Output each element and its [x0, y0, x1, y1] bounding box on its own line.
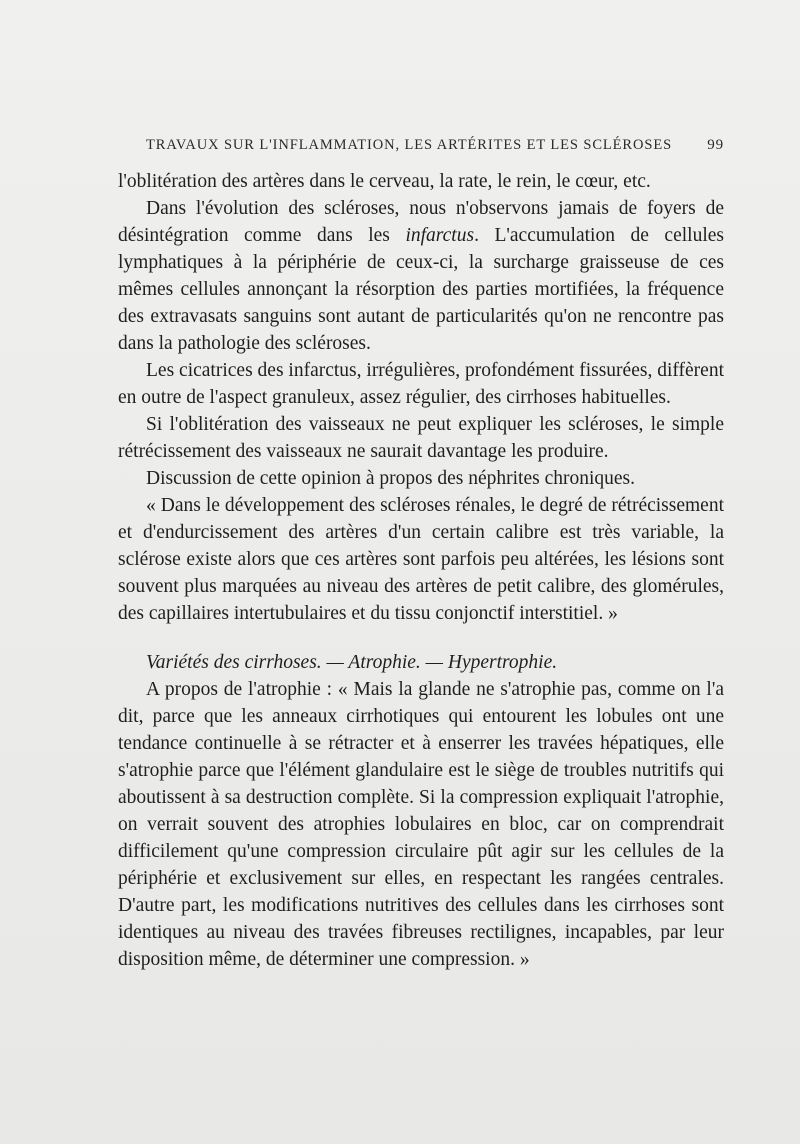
running-header	[146, 137, 724, 154]
paragraph-retrecissement: Si l'oblitération des vaisseaux ne peut expliquer les scléroses, le simple rétrécissement des vaisseaux ne saurait davantage les produire.	[118, 414, 724, 462]
section-heading	[118, 649, 724, 676]
paragraph-quote-renal: « Dans le développement des scléroses rénales, le degré de rétrécissement et d'endurcissement des artères d'un certain calibre est très variable, la sclérose existe alors que ces artères sont parfois peu altérées, les lésions sont souvent plus marquées au niveau des artères de petit calibre, des glomérules, des capillaires intertubulaires et du tissu conjonctif interstitiel. »	[118, 495, 724, 624]
paragraph-atrophie: A propos de l'atrophie : « Mais la glande ne s'atrophie pas, comme on l'a dit, parce que les anneaux cirrhotiques qui entourent les lobules ont une tendance continuelle à se rétracter et à enserrer les travées hépatiques, elle s'atrophie parce que l'élément glandulaire est le siège de troubles nutritifs qui aboutissent à sa destruction complète. Si la compression expliquait l'atrophie, on verrait souvent des atrophies lobulaires en bloc, car on comprendrait difficilement qu'une compression circulaire pût agir sur les cellules de la périphérie et exclusivement sur elles, en respectant les rangées centrales. D'autre part, les modifications nutritives des cellules dans les cirrhoses sont identiques au niveau des travées fibreuses rectilignes, incapables, par leur disposition même, de déterminer une compression. »	[118, 679, 724, 970]
running-title: TRAVAUX SUR L'INFLAMMATION, LES ARTÉRITES ET LES SCLÉROSES	[146, 137, 673, 153]
paragraph-continuation: l'oblitération des artères dans le cerveau, la rate, le rein, le cœur, etc.	[118, 171, 651, 192]
page-number: 99	[707, 137, 724, 153]
paragraph-cicatrices: Les cicatrices des infarctus, irrégulières, profondément fissurées, diffèrent en outre de l'aspect granuleux, assez régulier, des cirrhoses habituelles.	[118, 360, 724, 408]
italic-term: infarctus	[405, 225, 475, 246]
paragraph-scleroses-evolution	[118, 195, 724, 357]
section-heading-text: Variétés des cirrhoses. — Atrophie. — Hypertrophie.	[146, 652, 558, 673]
body-text	[118, 168, 724, 973]
paragraph-text: Dans l'évolution des scléroses, nous n'observons jamais de foyers de désintégration comme dans les	[118, 198, 724, 246]
paragraph-text: . L'accumulation de cellules lymphatiques à la périphérie de ceux-ci, la surcharge graisseuse de ces mêmes cellules annonçant la résorption des parties mortifiées, la fréquence des extravasats sanguins sont autant de particularités qu'on ne rencontre pas dans la pathologie des scléroses.	[118, 225, 724, 354]
paragraph-discussion: Discussion de cette opinion à propos des néphrites chroniques.	[146, 468, 636, 489]
